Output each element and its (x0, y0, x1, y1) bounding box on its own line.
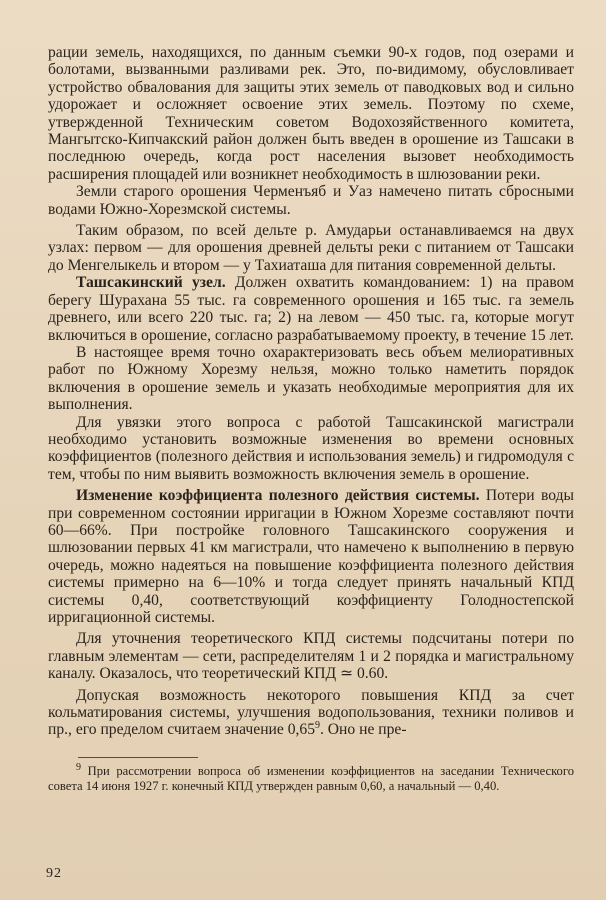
page-number: 92 (46, 866, 62, 881)
paragraph-tashsaki-node (48, 274, 574, 344)
paragraph-efficiency (48, 487, 574, 626)
paragraph-kpd-limit (48, 687, 574, 739)
section-heading-efficiency: Изменение коэффициента полезного действия системы. (76, 487, 480, 505)
section-heading-tashsaki: Ташсакинский узел. (76, 274, 226, 292)
main-text (48, 44, 574, 739)
paragraph-theoretical-kpd: Для уточнения теоретического КПД системы подсчитаны потери по главным элементам — сети, распределителям 1 и 2 порядка и магистральному каналу. Оказалось, что теоретический КПД ≃ 0.60. (48, 630, 574, 683)
paragraph-body: Должен охватить командованием: 1) на правом берегу Шурахана 55 тыс. га современного орошения и 165 тыс. га земель древнего, или всего 220 тыс. га; 2) на левом — 450 тыс. га, которые могут включиться в орошение, согласно разрабатываемому проекту, в течение 15 лет. (48, 274, 574, 344)
footnote-text: При рассмотрении вопроса об изменении коэффициентов на заседании Технического совета 14 июня 1927 г. конечный КПД утвержден равным 0,60, а начальный — 0,40. (48, 763, 575, 793)
paragraph-reclamation: В настоящее время точно охарактеризовать весь объем мелиоративных работ по Южному Хорезму нельзя, можно только наметить порядок включения в орошение земель и указать необходимые мероприятия для их выполнения. (48, 343, 574, 414)
footnote-marker: 9 (76, 761, 81, 773)
paragraph-body: Потери воды при современном состоянии ирригации в Южном Хорезме составляют почти 60—66%. При постройке головного Ташсакинского сооружения и шлюзовании первых 41 км магистрали, что намечено к выполнению в первую очередь, можно надеяться на повышение коэффициента полезного действия системы примерно на 6—10% и тогда следует принять начальный КПД системы 0,40, соответствующий коэффициенту Голодностепской ирригационной системы. (48, 487, 574, 626)
paragraph-body: Допуская возможность некоторого повышения КПД за счет кольматирования системы, улучшения водопользования, техники поливов и пр., его пределом считаем значение 0,65 (48, 686, 574, 739)
paragraph-two-nodes: Таким образом, по всей дельте р. Амударьи останавливаемся на двух узлах: первом — для орошения древней дельты реки с питанием от Ташсаки до Менгелыкель и втором — у Тахиаташа для питания современной дельты. (48, 222, 574, 274)
footnote (48, 761, 575, 794)
paragraph-continued: рации земель, находящихся, по данным съемки 90-х годов, под озерами и болотами, вызванными разливами рек. Это, по-видимому, обусловливает устройство обвалования для защиты этих земель от паводковых вод и сильно удорожает и осложняет освоение этих земель. Поэтому по схеме, утвержденной Техническим советом Водохозяйственного комитета, Мангытско-Кипчакский район должен быть введен в орошение из Ташсаки в последнюю очередь, когда рост населения вызовет необходимость расширения площадей или возникнет необходимость в шлюзовании реки. (48, 44, 574, 183)
paragraph-coefficients: Для увязки этого вопроса с работой Ташсакинской магистрали необходимо установить возможные изменения во времени основных коэффициентов (полезного действия и использования земель) и гидромодуля с тем, чтобы по ним выявить возможность включения земель в орошение. (48, 413, 574, 483)
paragraph-chermenyab: Земли старого орошения Черменъяб и Уаз намечено питать сбросными водами Южно-Хорезмской системы. (48, 183, 574, 218)
footnote-divider (78, 757, 198, 758)
paragraph-body-end: . Оно не пре- (320, 721, 407, 739)
footnote-reference[interactable]: 9 (315, 720, 320, 732)
